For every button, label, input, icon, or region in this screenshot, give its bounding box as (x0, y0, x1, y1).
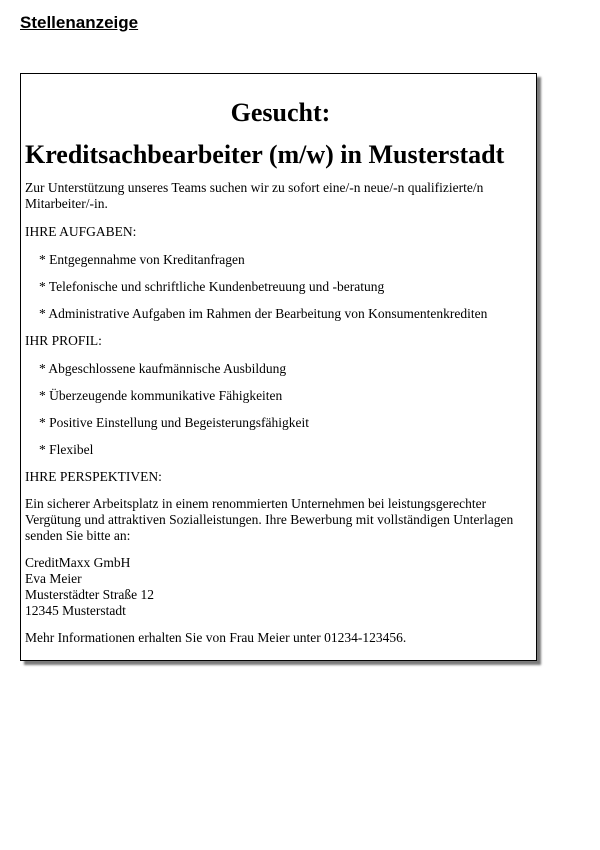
address-contact-name: Eva Meier (25, 571, 82, 586)
contact-info-text: Mehr Informationen erhalten Sie von Frau Meier unter 01234-123456. (25, 630, 407, 645)
tasks-list (25, 252, 536, 322)
list-item: * Positive Einstellung und Begeisterungsfähigkeit (39, 415, 309, 430)
list-item: * Telefonische und schriftliche Kundenbetreuung und -beratung (39, 279, 385, 294)
list-item: * Überzeugende kommunikative Fähigkeiten (39, 388, 283, 403)
perspectives-text: Ein sicherer Arbeitsplatz in einem renommierten Unternehmen bei leistungsgerechter Vergütung und attraktiven Sozialleistungen. Ihre Bewerbung mit vollständigen Unterlagen senden Sie bitte an: (25, 496, 514, 543)
ad-headline-position: Kreditsachbearbeiter (m/w) in Musterstadt (25, 140, 505, 169)
tasks-section-label: IHRE AUFGABEN: (25, 224, 137, 239)
ad-headline-wanted: Gesucht: (230, 98, 331, 127)
perspectives-section-label: IHRE PERSPEKTIVEN: (25, 469, 162, 484)
list-item: * Abgeschlossene kaufmännische Ausbildung (39, 361, 287, 376)
application-address (25, 555, 536, 619)
profile-section-label: IHR PROFIL: (25, 333, 102, 348)
job-ad-box (20, 73, 537, 661)
address-city: 12345 Musterstadt (25, 603, 126, 618)
list-item: * Entgegennahme von Kreditanfragen (39, 252, 245, 267)
address-street: Musterstädter Straße 12 (25, 587, 154, 602)
page-title: Stellenanzeige (20, 13, 139, 32)
list-item: * Administrative Aufgaben im Rahmen der Bearbeitung von Konsumentenkrediten (39, 306, 488, 321)
ad-intro-text: Zur Unterstützung unseres Teams suchen wir zu sofort eine/-n neue/-n qualifizierte/n Mitarbeiter/-in. (25, 180, 484, 211)
profile-list (25, 361, 536, 458)
list-item: * Flexibel (39, 442, 94, 457)
address-company: CreditMaxx GmbH (25, 555, 131, 570)
